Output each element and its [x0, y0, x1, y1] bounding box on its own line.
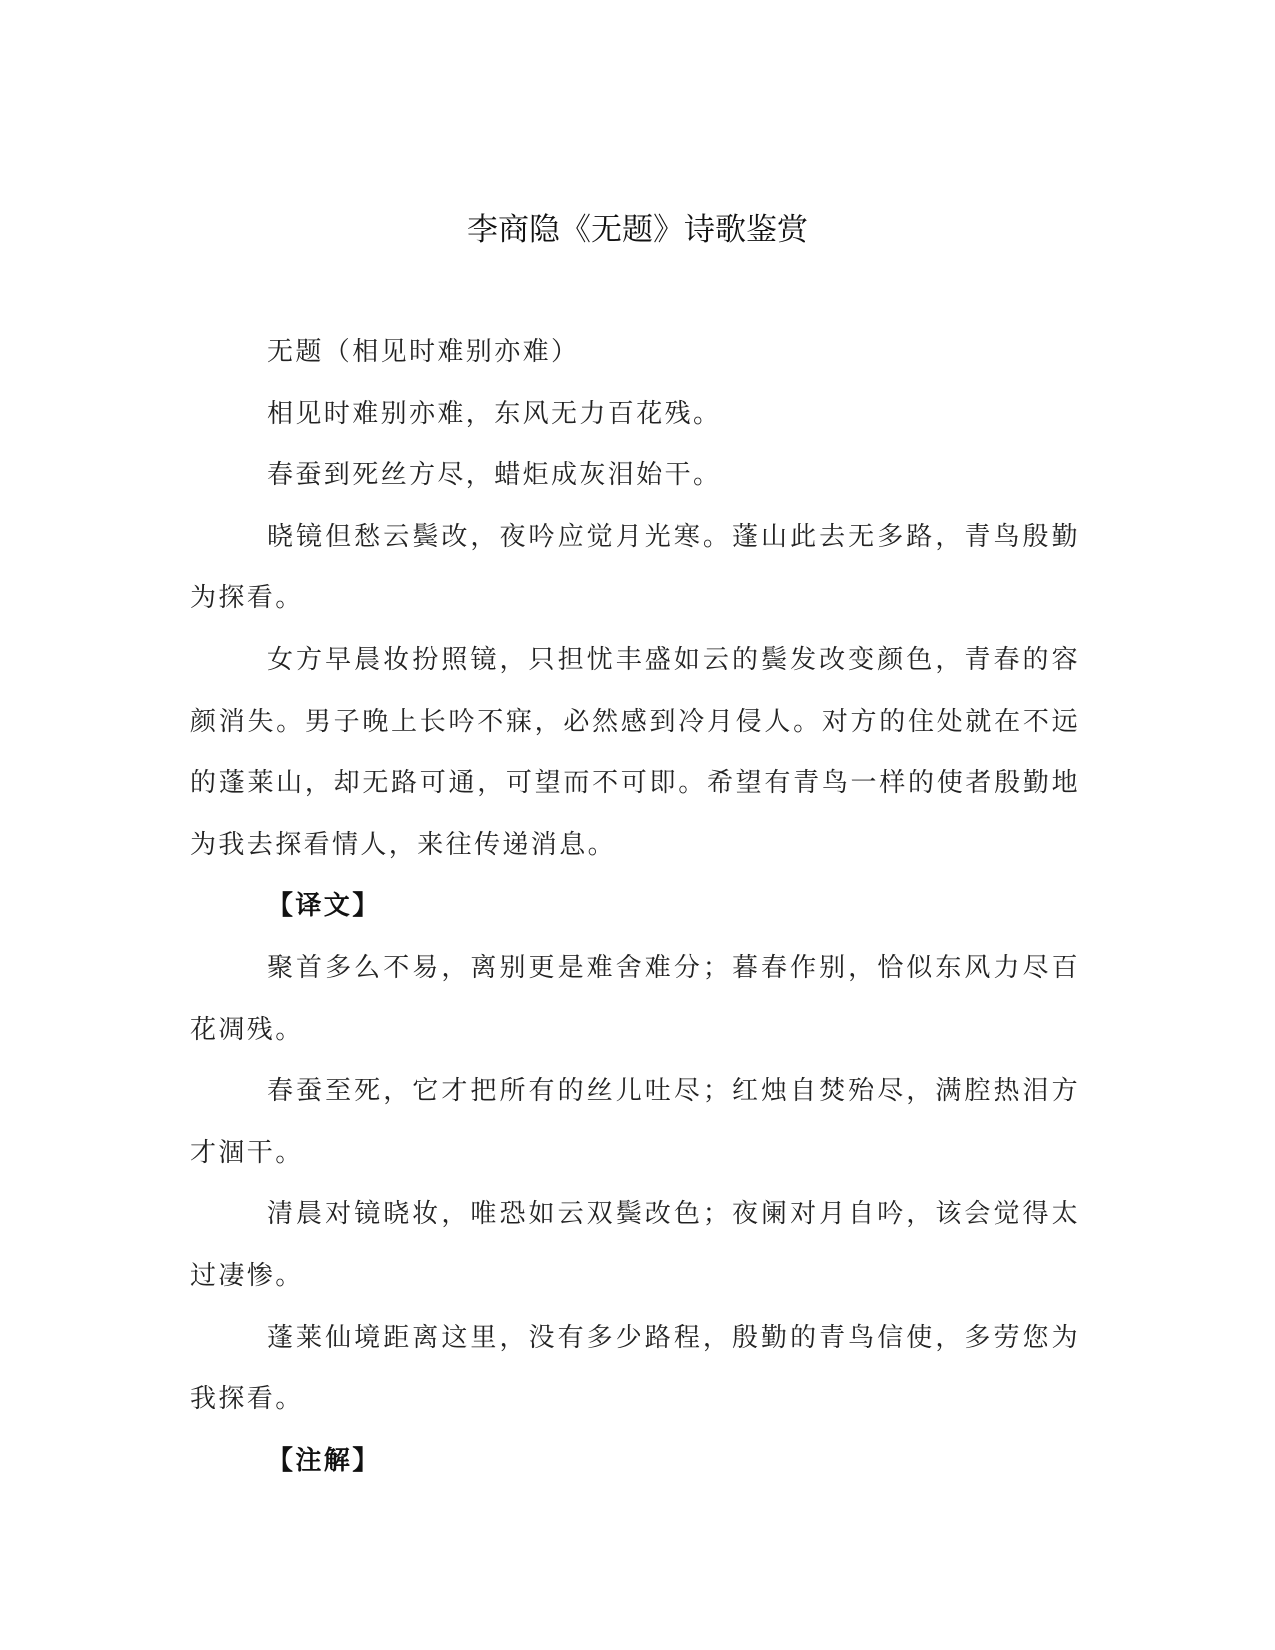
page-title: 李商隐《无题》诗歌鉴赏 [467, 212, 808, 248]
translation-heading: 【译文】 [267, 891, 381, 922]
translation-paragraph-1: 聚首多么不易，离别更是难舍难分；暮春作别，恰似东风力尽百花凋残。 [190, 952, 1080, 1045]
document-body [190, 322, 1080, 1492]
poem-line-3: 晓镜但愁云鬓改，夜吟应觉月光寒。蓬山此去无多路，青鸟殷勤为探看。 [190, 521, 1080, 614]
translation-paragraph-4: 蓬莱仙境距离这里，没有多少路程，殷勤的青鸟信使，多劳您为我探看。 [190, 1322, 1080, 1415]
poem-line-1: 相见时难别亦难，东风无力百花残。 [267, 398, 722, 429]
poem-line-2: 春蚕到死丝方尽，蜡炬成灰泪始干。 [267, 460, 722, 491]
appreciation-paragraph: 女方早晨妆扮照镜，只担忧丰盛如云的鬓发改变颜色，青春的容颜消失。男子晚上长吟不寐，必然感到冷月侵人。对方的住处就在不远的蓬莱山，却无路可通，可望而不可即。希望有青鸟一样的使者殷勤地为我去探看情人，来往传递消息。 [190, 644, 1080, 860]
notes-heading: 【注解】 [267, 1445, 381, 1476]
translation-paragraph-2: 春蚕至死，它才把所有的丝儿吐尽；红烛自焚殆尽，满腔热泪方才涸干。 [190, 1076, 1080, 1168]
poem-title: 无题（相见时难别亦难） [267, 337, 580, 367]
translation-paragraph-3: 清晨对镜晓妆，唯恐如云双鬓改色；夜阑对月自吟，该会觉得太过凄惨。 [190, 1199, 1080, 1291]
